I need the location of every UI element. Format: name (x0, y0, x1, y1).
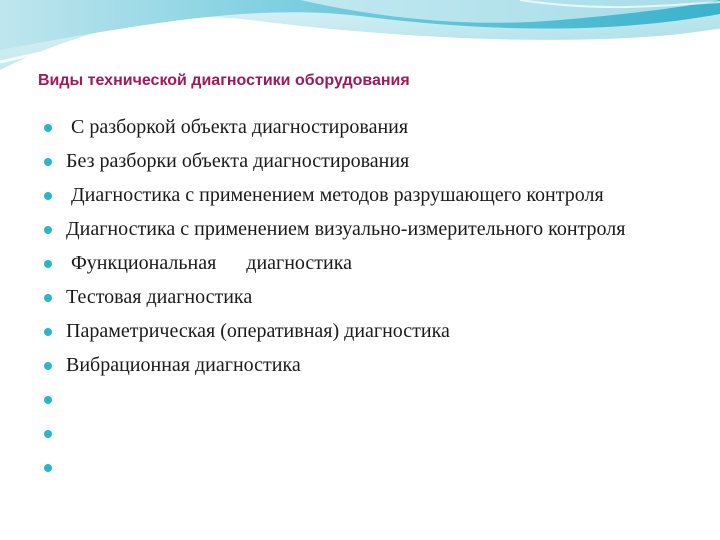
bullet-text: Вибрационная диагностика (66, 354, 301, 376)
bullet-dot-icon (44, 464, 52, 472)
bullet-dot-icon (44, 260, 52, 268)
bullet-item (44, 112, 684, 143)
bullet-dot-icon (44, 158, 52, 166)
bullet-dot-icon (44, 396, 52, 404)
bullet-text: Параметрическая (оперативная) диагностика (66, 320, 450, 342)
bullet-item (44, 350, 684, 381)
bullet-text: Диагностика с применением методов разрушающего контроля (66, 184, 604, 206)
bullet-item (44, 214, 684, 245)
bullet-dot-icon (44, 362, 52, 370)
bullet-dot-icon (44, 430, 52, 438)
header-wave-decoration (0, 0, 720, 80)
bullet-item (44, 384, 684, 415)
bullet-text: Тестовая диагностика (66, 286, 253, 308)
bullet-dot-icon (44, 294, 52, 302)
bullet-list (44, 112, 684, 486)
bullet-item (44, 418, 684, 449)
bullet-item (44, 282, 684, 313)
bullet-item (44, 248, 684, 279)
bullet-dot-icon (44, 192, 52, 200)
bullet-text: Функциональная диагностика (66, 252, 353, 274)
bullet-dot-icon (44, 124, 52, 132)
bullet-item (44, 452, 684, 483)
bullet-item (44, 180, 684, 211)
bullet-text: Диагностика с применением визуально-измерительного контроля (66, 218, 626, 240)
bullet-dot-icon (44, 226, 52, 234)
bullet-item (44, 146, 684, 177)
bullet-text: Без разборки объекта диагностирования (66, 150, 410, 172)
bullet-text: С разборкой объекта диагностирования (66, 116, 409, 138)
bullet-item (44, 316, 684, 347)
bullet-dot-icon (44, 328, 52, 336)
slide-title: Виды технической диагностики оборудования (38, 72, 410, 89)
